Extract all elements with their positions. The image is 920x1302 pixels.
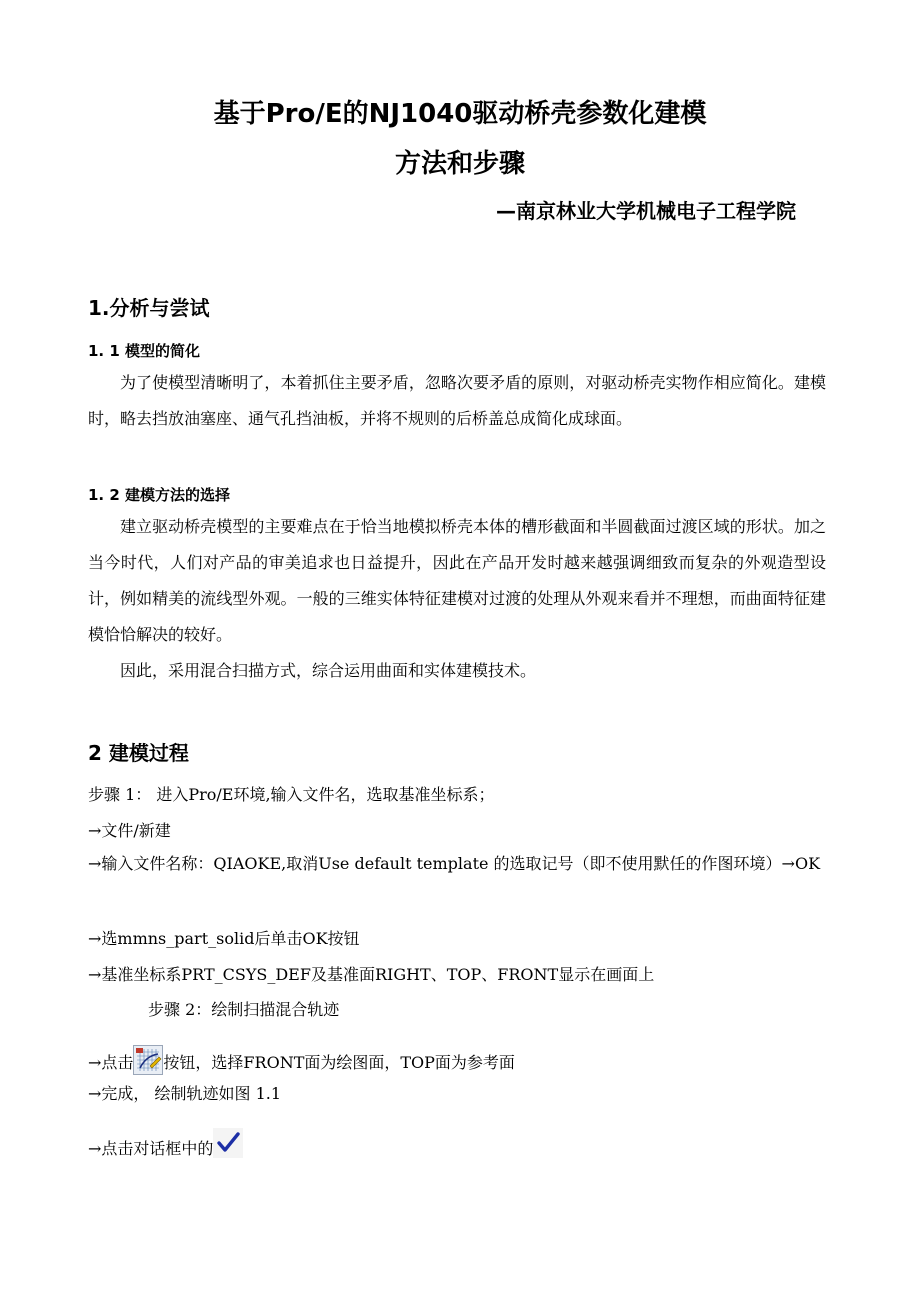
subsection-1-2-paragraph: 建立驱动桥壳模型的主要难点在于恰当地模拟桥壳本体的槽形截面和半圆截面过渡区域的形状。加之当今时代，人们对产品的审美追求也日益提升，因此在产品开发时越来越强调细致而复杂的外观造型设计，例如精美的流线型外观。一般的三维实体特征建模对过渡的处理从外观来看并不理想，而曲面特征建模恰恰解决的较好。 — [88, 517, 826, 644]
subsection-1-1-heading: 1. 1 模型的简化 — [88, 342, 201, 360]
doc-author: —南京林业大学机械电子工程学院 — [496, 199, 796, 223]
checkmark-icon — [213, 1128, 243, 1158]
step-finish-trajectory: →完成， 绘制轨迹如图 1.1 — [88, 1084, 282, 1103]
subsection-1-2-conclusion: 因此，采用混合扫描方式，综合运用曲面和实体建模技术。 — [120, 661, 537, 680]
step-click-sketch — [88, 1045, 515, 1075]
step-select-template: →选mmns_part_solid后单击OK按钮 — [88, 929, 360, 948]
step-click-sketch-prefix: →点击 — [88, 1053, 134, 1072]
section1-heading: 1.分析与尝试 — [88, 296, 210, 320]
subsection-1-1-paragraph: 为了使模型清晰明了，本着抓住主要矛盾，忽略次要矛盾的原则，对驱动桥壳实物作相应简化。建模时，略去挡放油塞座、通气孔挡油板，并将不规则的后桥盖总成简化成球面。 — [88, 373, 826, 428]
step-click-sketch-suffix: 按钮，选择FRONT面为绘图面，TOP面为参考面 — [163, 1053, 515, 1072]
subsection-1-2-heading: 1. 2 建模方法的选择 — [88, 486, 231, 504]
doc-title-line1: 基于Pro/E的NJ1040驱动桥壳参数化建模 — [213, 99, 707, 129]
step1-line: 步骤 1： 进入Pro/E环境,输入文件名，选取基准坐标系； — [88, 785, 495, 804]
step2-line: 步骤 2：绘制扫描混合轨迹 — [148, 1000, 340, 1019]
step-datum-display: →基准坐标系PRT_CSYS_DEF及基准面RIGHT、TOP、FRONT显示在画面上 — [88, 965, 655, 984]
step-click-confirm — [88, 1128, 243, 1160]
step-click-confirm-text: →点击对话框中的 — [88, 1139, 214, 1158]
section2-heading: 2 建模过程 — [88, 741, 189, 765]
step-file-new: →文件/新建 — [88, 821, 171, 840]
sketch-tool-icon — [133, 1045, 163, 1075]
step-enter-filename: →输入文件名称：QIAOKE,取消Use default template 的选取记号（即不使用默任的作图环境）→OK — [88, 854, 821, 873]
doc-title-line2: 方法和步骤 — [394, 149, 525, 179]
